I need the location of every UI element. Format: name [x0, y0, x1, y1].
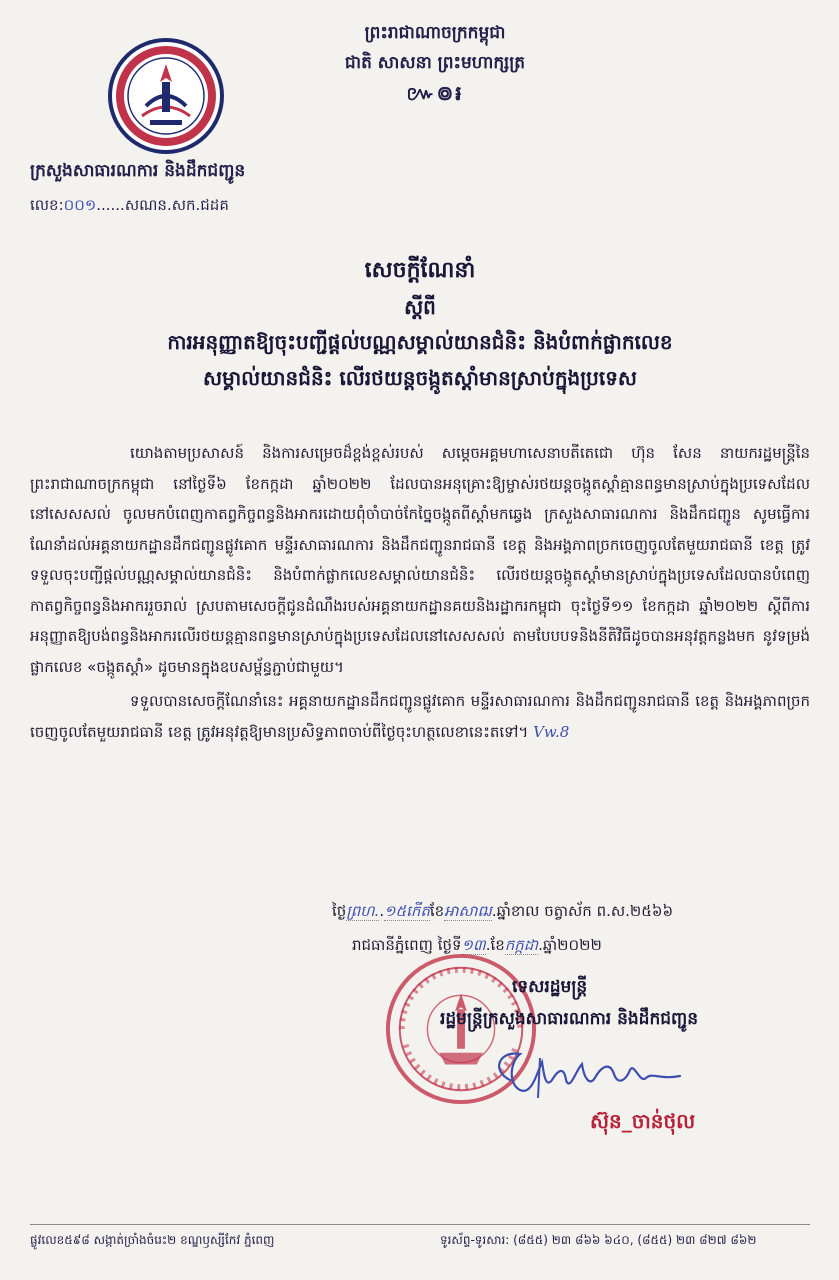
- kingdom-heading: [250, 18, 620, 108]
- title-instruction: សេចក្តីណែនាំ: [364, 257, 476, 283]
- ornament-glyph: ៚៙៛: [406, 81, 464, 105]
- lunar-date: ថ្ងៃព្រហ..១៥កើតខែអាសាឍ.ឆ្នាំខាល ចត្វាស័ក ព.ស.២៥៦៦: [332, 902, 674, 920]
- signer-name: ស៊ុន_ចាន់ថុល: [590, 1109, 696, 1133]
- signature-title: ទេសរដ្ឋមន្ត្រី: [512, 977, 588, 997]
- lunar-date-prefix: ថ្ងៃ: [332, 902, 347, 920]
- footer-phone: ទូរស័ព្ទ-ទូរសារ: (៨៥៥) ២៣ ៨៦៦ ៦៤០, (៨៥៥) ២៣ ៨២៧ ៨៦២: [440, 1233, 757, 1247]
- title-subject-line1: ការអនុញ្ញាតឱ្យចុះបញ្ជីផ្តល់បណ្ណសម្គាល់យានជំនិះ និងបំពាក់ផ្លាកលេខ: [167, 330, 673, 354]
- ministry-name: ក្រសួងសាធារណការ និងដឹកជញ្ជូន: [30, 161, 246, 181]
- ref-suffix: ......សណន.សក.ជដគ: [96, 196, 229, 214]
- footer-divider: [30, 1224, 810, 1225]
- solar-date: រាជធានីភ្នំពេញ ថ្ងៃទី១៣.ខែកក្កដា.ឆ្នាំ២០២២: [352, 936, 602, 954]
- body-paragraph-2: [30, 686, 810, 747]
- solar-date-prefix: រាជធានីភ្នំពេញ ថ្ងៃទី: [352, 936, 462, 954]
- body-paragraph-1: យោងតាមប្រសាសន៍ និងការសម្រេចដ៏ខ្ពង់ខ្ពស់របស់ សម្តេចអគ្គមហាសេនាបតីតេជោ ហ៊ុន សែន នាយករដ្ឋមន្ត្រីនៃព្រះរាជាណាចក្រកម្ពុជា នៅថ្ងៃទី៦ ខែកក្កដា ឆ្នាំ២០២២ ដែលបានអនុគ្រោះឱ្យម្ចាស់រថយន្តចង្កូតស្តាំគ្មានពន្ធមានស្រាប់ក្នុងប្រទេសដែលនៅសេសសល់ ចូលមកបំពេញកាតព្វកិច្ចពន្ធនិងអាករដោយពុំចាំបាច់កែច្នៃចង្កូតពីស្តាំមកឆ្វេង ក្រសួងសាធារណការ និងដឹកជញ្ជូន សូមធ្វើការណែនាំដល់អគ្គនាយកដ្ឋានដឹកជញ្ជូនផ្លូវគោក មន្ទីរសាធារណការ និងដឹកជញ្ជូនរាជធានី ខេត្ត និងអង្គភាពច្រកចេញចូលតែមួយរាជធានី ខេត្ត ត្រូវទទួលចុះបញ្ជីផ្តល់បណ្ណសម្គាល់យានជំនិះ និងបំពាក់ផ្លាកលេខសម្គាល់យានជំនិះ លើរថយន្តចង្កូតស្តាំមានស្រាប់ក្នុងប្រទេសដែលបានបំពេញកាតព្វកិច្ចពន្ធនិងអាកររួចរាល់ ស្របតាមសេចក្តីជូនដំណឹងរបស់អគ្គនាយកដ្ឋានគយនិងរដ្ឋាករកម្ពុជា ចុះថ្ងៃទី១១ ខែកក្កដា ឆ្នាំ២០២២ ស្តីពីការអនុញ្ញាតឱ្យបង់ពន្ធនិងអាករលើរថយន្តគ្មានពន្ធមានស្រាប់ក្នុងប្រទេសដែលនៅសេសសល់ តាមបែបបទនិងនីតិវិធីដូចបានអនុវត្តកន្លងមក នូវទម្រង់ផ្លាកលេខ «ចង្កូតស្តាំ» ដូចមានក្នុងឧបសម្ព័ន្ធភ្ជាប់ជាមួយ។: [30, 444, 810, 676]
- document-body: [30, 438, 810, 747]
- solar-date-month-label: ខែ: [490, 936, 505, 954]
- solar-date-day: ១៣: [461, 936, 486, 954]
- handwritten-initials: Vw.8: [533, 722, 570, 741]
- kingdom-name: ព្រះរាជាណាចក្រកម្ពុជា: [364, 23, 506, 43]
- national-motto: ជាតិ សាសនា ព្រះមហាក្សត្រ: [344, 53, 526, 73]
- document-titles: [20, 250, 820, 396]
- solar-date-year: ឆ្នាំ២០២២: [542, 936, 602, 954]
- handwritten-signature: [480, 1040, 700, 1110]
- lunar-date-fill-3: អាសាឍ: [444, 902, 492, 920]
- lunar-date-month-label: ខែ: [429, 902, 445, 920]
- lunar-date-fill-2: ១៥កើត: [384, 902, 430, 920]
- solar-date-month: កក្កដា: [504, 936, 539, 954]
- ref-number: ០០១: [63, 196, 97, 214]
- title-subject-line2: សម្គាល់យានជំនិះ លើរថយន្តចង្កូតស្តាំមានស្រាប់ក្នុងប្រទេស: [203, 366, 637, 390]
- body-paragraph-2-text: ទទួលបានសេចក្តីណែនាំនេះ អគ្គនាយកដ្ឋានដឹកជញ្ជូនផ្លូវគោក មន្ទីរសាធារណការ និងដឹកជញ្ជូនរាជធានី ខេត្ត និងអង្គភាពច្រកចេញចូលតែមួយរាជធានី ខេត្ត ត្រូវអនុវត្តឱ្យមានប្រសិទ្ធភាពចាប់ពីថ្ងៃចុះហត្ថលេខានេះតទៅ។: [30, 692, 810, 741]
- lunar-date-suffix: ឆ្នាំខាល ចត្វាស័ក ព.ស.២៥៦៦: [496, 902, 674, 920]
- title-regarding: ស្តីពី: [404, 295, 436, 319]
- signature-role: រដ្ឋមន្ត្រីក្រសួងសាធារណការ និងដឹកជញ្ជូន: [440, 1009, 699, 1029]
- footer-address: ផ្លូវលេខ៥៩៨ សង្កាត់ច្រាំងចំរេះ២ ខណ្ឌឫស្សីកែវ ភ្នំពេញ: [30, 1233, 275, 1247]
- ministry-logo-icon: [106, 36, 226, 156]
- reference-number: [30, 196, 229, 218]
- ref-prefix: លេខ:: [30, 196, 64, 214]
- lunar-date-fill-1: ព្រហ.: [346, 902, 380, 920]
